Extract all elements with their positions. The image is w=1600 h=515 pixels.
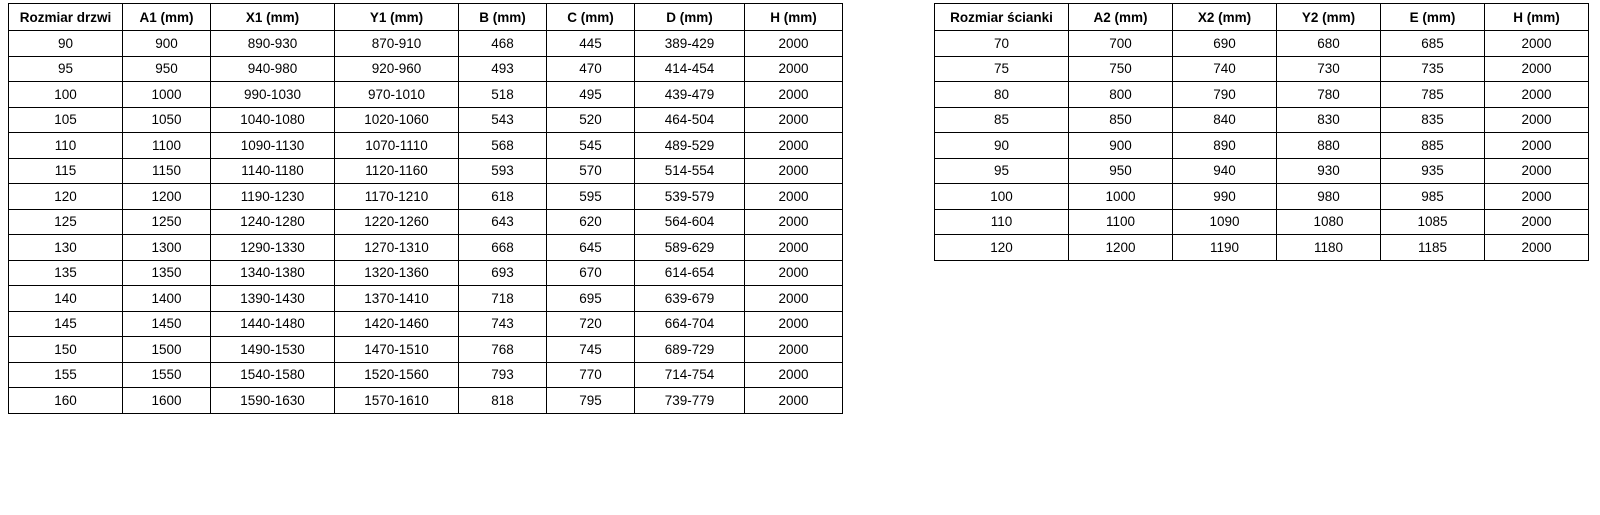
table-cell: 768 bbox=[459, 337, 547, 363]
table-cell: 2000 bbox=[745, 362, 843, 388]
table-cell: 489-529 bbox=[635, 133, 745, 159]
table-cell: 890 bbox=[1173, 133, 1277, 159]
table-cell: 1090-1130 bbox=[211, 133, 335, 159]
table-header-row bbox=[935, 4, 1589, 31]
table-cell: 100 bbox=[9, 82, 123, 108]
table-cell: 980 bbox=[1277, 184, 1381, 210]
table-cell: 1140-1180 bbox=[211, 158, 335, 184]
table-cell: 75 bbox=[935, 56, 1069, 82]
table-cell: 795 bbox=[547, 388, 635, 414]
table-cell: 1100 bbox=[123, 133, 211, 159]
table-cell: 110 bbox=[935, 209, 1069, 235]
table-cell: 2000 bbox=[1485, 56, 1589, 82]
walls-dimensions-table-container bbox=[934, 3, 1589, 261]
table-cell: 1350 bbox=[123, 260, 211, 286]
table-row bbox=[935, 56, 1589, 82]
table-row bbox=[9, 311, 843, 337]
table-row bbox=[9, 209, 843, 235]
table-cell: 700 bbox=[1069, 31, 1173, 57]
table-cell: 890-930 bbox=[211, 31, 335, 57]
table-row bbox=[9, 235, 843, 261]
table-cell: 543 bbox=[459, 107, 547, 133]
table-cell: 1090 bbox=[1173, 209, 1277, 235]
table-cell: 150 bbox=[9, 337, 123, 363]
table-row bbox=[9, 286, 843, 312]
column-header: Rozmiar ścianki bbox=[935, 4, 1069, 31]
table-cell: 80 bbox=[935, 82, 1069, 108]
table-cell: 514-554 bbox=[635, 158, 745, 184]
column-header: E (mm) bbox=[1381, 4, 1485, 31]
table-cell: 2000 bbox=[745, 209, 843, 235]
table-cell: 735 bbox=[1381, 56, 1485, 82]
table-cell: 2000 bbox=[745, 56, 843, 82]
table-row bbox=[9, 388, 843, 414]
column-header: H (mm) bbox=[745, 4, 843, 31]
table-cell: 414-454 bbox=[635, 56, 745, 82]
table-row bbox=[9, 133, 843, 159]
table-cell: 110 bbox=[9, 133, 123, 159]
table-cell: 2000 bbox=[745, 133, 843, 159]
table-cell: 785 bbox=[1381, 82, 1485, 108]
table-cell: 155 bbox=[9, 362, 123, 388]
table-cell: 1340-1380 bbox=[211, 260, 335, 286]
table-cell: 140 bbox=[9, 286, 123, 312]
table-row bbox=[935, 82, 1589, 108]
table-cell: 920-960 bbox=[335, 56, 459, 82]
table-cell: 643 bbox=[459, 209, 547, 235]
table-cell: 160 bbox=[9, 388, 123, 414]
table-cell: 85 bbox=[935, 107, 1069, 133]
table-cell: 985 bbox=[1381, 184, 1485, 210]
table-cell: 695 bbox=[547, 286, 635, 312]
table-cell: 135 bbox=[9, 260, 123, 286]
table-cell: 1190-1230 bbox=[211, 184, 335, 210]
table-cell: 639-679 bbox=[635, 286, 745, 312]
table-cell: 693 bbox=[459, 260, 547, 286]
table-cell: 493 bbox=[459, 56, 547, 82]
table-row bbox=[9, 337, 843, 363]
table-cell: 1290-1330 bbox=[211, 235, 335, 261]
table-cell: 125 bbox=[9, 209, 123, 235]
table-cell: 614-654 bbox=[635, 260, 745, 286]
table-cell: 2000 bbox=[745, 311, 843, 337]
table-cell: 990-1030 bbox=[211, 82, 335, 108]
table-cell: 1200 bbox=[123, 184, 211, 210]
table-cell: 95 bbox=[935, 158, 1069, 184]
table-cell: 539-579 bbox=[635, 184, 745, 210]
table-cell: 445 bbox=[547, 31, 635, 57]
table-cell: 2000 bbox=[1485, 107, 1589, 133]
table-header-row bbox=[9, 4, 843, 31]
table-cell: 70 bbox=[935, 31, 1069, 57]
table-cell: 520 bbox=[547, 107, 635, 133]
table-cell: 1600 bbox=[123, 388, 211, 414]
table-row bbox=[935, 158, 1589, 184]
table-cell: 730 bbox=[1277, 56, 1381, 82]
column-header: B (mm) bbox=[459, 4, 547, 31]
table-cell: 1500 bbox=[123, 337, 211, 363]
table-cell: 743 bbox=[459, 311, 547, 337]
table-cell: 990 bbox=[1173, 184, 1277, 210]
table-cell: 770 bbox=[547, 362, 635, 388]
table-row bbox=[935, 209, 1589, 235]
table-cell: 970-1010 bbox=[335, 82, 459, 108]
table-cell: 2000 bbox=[1485, 235, 1589, 261]
walls-dimensions-table bbox=[934, 3, 1589, 261]
table-row bbox=[935, 133, 1589, 159]
table-row bbox=[935, 235, 1589, 261]
table-cell: 595 bbox=[547, 184, 635, 210]
table-cell: 2000 bbox=[745, 235, 843, 261]
table-cell: 840 bbox=[1173, 107, 1277, 133]
table-row bbox=[9, 260, 843, 286]
table-cell: 1120-1160 bbox=[335, 158, 459, 184]
table-cell: 570 bbox=[547, 158, 635, 184]
table-cell: 1190 bbox=[1173, 235, 1277, 261]
table-cell: 439-479 bbox=[635, 82, 745, 108]
table-cell: 2000 bbox=[745, 82, 843, 108]
table-cell: 1250 bbox=[123, 209, 211, 235]
table-cell: 1300 bbox=[123, 235, 211, 261]
column-header: X1 (mm) bbox=[211, 4, 335, 31]
table-cell: 564-604 bbox=[635, 209, 745, 235]
table-cell: 718 bbox=[459, 286, 547, 312]
table-cell: 115 bbox=[9, 158, 123, 184]
table-cell: 2000 bbox=[745, 337, 843, 363]
table-cell: 720 bbox=[547, 311, 635, 337]
table-cell: 468 bbox=[459, 31, 547, 57]
table-cell: 1370-1410 bbox=[335, 286, 459, 312]
column-header: C (mm) bbox=[547, 4, 635, 31]
column-header: A2 (mm) bbox=[1069, 4, 1173, 31]
column-header: Y1 (mm) bbox=[335, 4, 459, 31]
doors-table-body bbox=[9, 31, 843, 414]
table-cell: 2000 bbox=[1485, 82, 1589, 108]
table-cell: 1570-1610 bbox=[335, 388, 459, 414]
table-cell: 1000 bbox=[123, 82, 211, 108]
table-cell: 900 bbox=[123, 31, 211, 57]
table-cell: 100 bbox=[935, 184, 1069, 210]
column-header: X2 (mm) bbox=[1173, 4, 1277, 31]
table-cell: 545 bbox=[547, 133, 635, 159]
table-cell: 1270-1310 bbox=[335, 235, 459, 261]
table-cell: 2000 bbox=[745, 158, 843, 184]
table-cell: 670 bbox=[547, 260, 635, 286]
table-cell: 1150 bbox=[123, 158, 211, 184]
table-row bbox=[9, 82, 843, 108]
table-cell: 940 bbox=[1173, 158, 1277, 184]
table-cell: 2000 bbox=[1485, 209, 1589, 235]
table-cell: 618 bbox=[459, 184, 547, 210]
table-cell: 1050 bbox=[123, 107, 211, 133]
table-cell: 2000 bbox=[1485, 158, 1589, 184]
table-cell: 664-704 bbox=[635, 311, 745, 337]
table-cell: 685 bbox=[1381, 31, 1485, 57]
table-cell: 1180 bbox=[1277, 235, 1381, 261]
table-cell: 2000 bbox=[745, 107, 843, 133]
table-cell: 90 bbox=[9, 31, 123, 57]
table-cell: 95 bbox=[9, 56, 123, 82]
table-cell: 745 bbox=[547, 337, 635, 363]
column-header: Y2 (mm) bbox=[1277, 4, 1381, 31]
table-cell: 470 bbox=[547, 56, 635, 82]
table-cell: 1220-1260 bbox=[335, 209, 459, 235]
table-cell: 1040-1080 bbox=[211, 107, 335, 133]
table-cell: 1170-1210 bbox=[335, 184, 459, 210]
table-cell: 1200 bbox=[1069, 235, 1173, 261]
table-row bbox=[9, 158, 843, 184]
table-cell: 935 bbox=[1381, 158, 1485, 184]
table-row bbox=[935, 31, 1589, 57]
table-row bbox=[9, 362, 843, 388]
column-header: Rozmiar drzwi bbox=[9, 4, 123, 31]
table-row bbox=[9, 31, 843, 57]
walls-table-header bbox=[935, 4, 1589, 31]
table-cell: 645 bbox=[547, 235, 635, 261]
table-cell: 1070-1110 bbox=[335, 133, 459, 159]
column-header: H (mm) bbox=[1485, 4, 1589, 31]
table-row bbox=[9, 107, 843, 133]
table-cell: 105 bbox=[9, 107, 123, 133]
table-cell: 950 bbox=[123, 56, 211, 82]
table-cell: 90 bbox=[935, 133, 1069, 159]
table-cell: 750 bbox=[1069, 56, 1173, 82]
table-cell: 1085 bbox=[1381, 209, 1485, 235]
table-cell: 689-729 bbox=[635, 337, 745, 363]
table-cell: 1590-1630 bbox=[211, 388, 335, 414]
table-cell: 1320-1360 bbox=[335, 260, 459, 286]
table-cell: 620 bbox=[547, 209, 635, 235]
table-cell: 1450 bbox=[123, 311, 211, 337]
table-row bbox=[9, 184, 843, 210]
table-cell: 1020-1060 bbox=[335, 107, 459, 133]
table-row bbox=[935, 184, 1589, 210]
table-cell: 2000 bbox=[1485, 184, 1589, 210]
table-cell: 850 bbox=[1069, 107, 1173, 133]
table-cell: 690 bbox=[1173, 31, 1277, 57]
table-cell: 568 bbox=[459, 133, 547, 159]
table-cell: 1540-1580 bbox=[211, 362, 335, 388]
table-cell: 739-779 bbox=[635, 388, 745, 414]
table-cell: 835 bbox=[1381, 107, 1485, 133]
table-cell: 790 bbox=[1173, 82, 1277, 108]
table-cell: 950 bbox=[1069, 158, 1173, 184]
column-header: A1 (mm) bbox=[123, 4, 211, 31]
table-cell: 1400 bbox=[123, 286, 211, 312]
table-cell: 1520-1560 bbox=[335, 362, 459, 388]
table-cell: 780 bbox=[1277, 82, 1381, 108]
table-cell: 1470-1510 bbox=[335, 337, 459, 363]
table-row bbox=[935, 107, 1589, 133]
table-cell: 464-504 bbox=[635, 107, 745, 133]
table-cell: 2000 bbox=[745, 184, 843, 210]
doors-dimensions-table bbox=[8, 3, 843, 414]
table-cell: 495 bbox=[547, 82, 635, 108]
table-cell: 130 bbox=[9, 235, 123, 261]
table-cell: 1440-1480 bbox=[211, 311, 335, 337]
table-cell: 120 bbox=[935, 235, 1069, 261]
table-cell: 818 bbox=[459, 388, 547, 414]
table-cell: 668 bbox=[459, 235, 547, 261]
table-cell: 593 bbox=[459, 158, 547, 184]
table-cell: 930 bbox=[1277, 158, 1381, 184]
table-cell: 120 bbox=[9, 184, 123, 210]
table-cell: 880 bbox=[1277, 133, 1381, 159]
table-cell: 1420-1460 bbox=[335, 311, 459, 337]
table-cell: 940-980 bbox=[211, 56, 335, 82]
table-cell: 830 bbox=[1277, 107, 1381, 133]
table-cell: 1100 bbox=[1069, 209, 1173, 235]
table-cell: 2000 bbox=[745, 31, 843, 57]
table-cell: 1240-1280 bbox=[211, 209, 335, 235]
table-cell: 885 bbox=[1381, 133, 1485, 159]
table-cell: 1550 bbox=[123, 362, 211, 388]
table-cell: 2000 bbox=[1485, 133, 1589, 159]
table-cell: 714-754 bbox=[635, 362, 745, 388]
table-cell: 1390-1430 bbox=[211, 286, 335, 312]
table-cell: 2000 bbox=[745, 286, 843, 312]
walls-table-body bbox=[935, 31, 1589, 261]
table-cell: 589-629 bbox=[635, 235, 745, 261]
table-cell: 518 bbox=[459, 82, 547, 108]
table-cell: 793 bbox=[459, 362, 547, 388]
table-cell: 145 bbox=[9, 311, 123, 337]
table-cell: 1490-1530 bbox=[211, 337, 335, 363]
table-row bbox=[9, 56, 843, 82]
column-header: D (mm) bbox=[635, 4, 745, 31]
doors-dimensions-table-container bbox=[8, 3, 843, 414]
table-cell: 1080 bbox=[1277, 209, 1381, 235]
table-cell: 2000 bbox=[745, 260, 843, 286]
table-cell: 740 bbox=[1173, 56, 1277, 82]
table-cell: 870-910 bbox=[335, 31, 459, 57]
table-cell: 2000 bbox=[1485, 31, 1589, 57]
doors-table-header bbox=[9, 4, 843, 31]
table-cell: 1185 bbox=[1381, 235, 1485, 261]
table-cell: 900 bbox=[1069, 133, 1173, 159]
table-cell: 389-429 bbox=[635, 31, 745, 57]
table-cell: 680 bbox=[1277, 31, 1381, 57]
table-cell: 800 bbox=[1069, 82, 1173, 108]
table-cell: 2000 bbox=[745, 388, 843, 414]
table-cell: 1000 bbox=[1069, 184, 1173, 210]
